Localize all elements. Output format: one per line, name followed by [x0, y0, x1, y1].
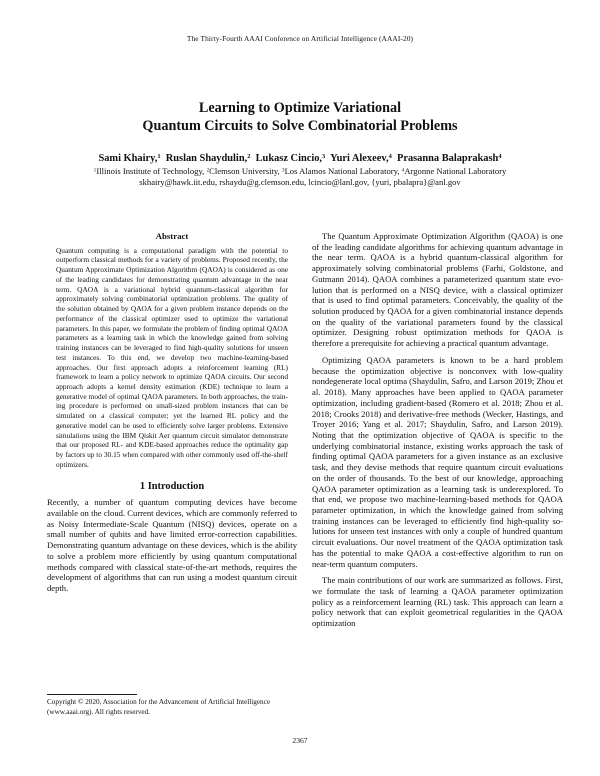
abstract-heading: Abstract	[155, 231, 189, 241]
author: Prasanna Balaprakash$^4$	[396, 153, 502, 164]
author: Yuri Alexeev,$^4$	[330, 153, 392, 164]
body-paragraph: The main contributions of our work are summarized as follows. First, we formulate the task of learning a QAOA parameter optimization policy as a reinforcement learning (RL) task. This approach can learn a policy network that can exploit geometrical regularities in the QAOA optimization	[312, 575, 563, 629]
section-heading-introduction: 1 Introduction	[139, 480, 205, 492]
author: Ruslan Shaydulin,$^2$	[165, 153, 251, 164]
author-list	[0, 153, 600, 164]
affiliations	[0, 166, 600, 187]
right-column	[312, 231, 563, 629]
abstract-text: Quantum computing is a computational paradigm with the potential to outperform classical methods for a variety of problems. Proposed recently, the Quantum Approximate Optimization Algorithm (QAOA) is considered as one of the leading candidates for demonstrating quantum advantage in the near term. QAOA is a variational hybrid quantum-classical algorithm for approximately solving combinatorial optimization problems. The quality of the solution obtained by QAOA for a given problem instance depends on the performance of the classical optimizer used to optimize the variational parameters. In this paper, we formulate the problem of finding optimal QAOA parameters as a learning task in which the knowledge gained from solving training instances can be leveraged to find high-quality solutions for unseen test instances. To this end, we develop two machine-learning-based approaches. Our first approach adopts a reinforcement learning (RL) framework to learn a policy network to optimize QAOA circuits. Our second approach adopts a kernel density estimation (KDE) technique to learn a generative model of optimal QAOA parameters. In both approaches, the training procedure is performed on small-sized problem instances that can be simulated on a classical computer; yet the learned RL policy and the generative model can be used to efficiently solve larger problems. Extensive simulations using the IBM Qiskit Aer quantum circuit simulator demonstrate that our proposed RL- and KDE-based approaches reduce the optimality gap by factors up to 30.15 when compared with other commonly used off-the-shelf optimizers.	[56, 245, 288, 469]
paper-title	[0, 100, 600, 135]
footnote-rule	[47, 694, 137, 695]
left-column	[47, 231, 297, 594]
body-paragraph: The Quantum Approximate Optimization Algorithm (QAOA) is one of the leading candidate algorithms for achieving quantum advantage in the near term. QAOA is a hybrid quantum-classical algorithm for approximately solving combinatorial problems (Farhi, Goldstone, and Gutmann 2014). QAOA combines a parameterized quantum state evolution that is performed on a NISQ device, with a classical optimizer that is used to find optimal parameters. Conceivably, the quality of the solution produced by QAOA for a given combinatorial instance depends on the quality of the variational parameters found by the classical optimizer. Designing robust optimization methods for QAOA is therefore a prerequisite for achieving a practical quantum advantage.	[312, 231, 563, 349]
title-line-1: Learning to Optimize Variational	[198, 100, 402, 116]
copyright-notice: Copyright © 2020, Association for the Advancement of Artificial Intelligence (www.aaai.org). All rights reserved.	[47, 698, 271, 716]
page-number: 2367	[292, 736, 308, 745]
author: Lukasz Cincio,$^3$	[255, 153, 326, 164]
introduction-paragraph: Recently, a number of quantum computing devices have become available on the cloud. Current devices, which are commonly referred to as Noisy Intermediate-Scale Quantum (NISQ) devices, operate on a small number of qubits and have limited error-correction capabilities. Demonstrating quantum advantage on these devices, which is the ability to solve a problem more efficiently by using quantum computational methods compared with classical state-of-the-art methods, requires the development of algorithms that can run using a modest quantum circuit depth.	[47, 497, 297, 594]
author: Sami Khairy,$^1$	[98, 153, 161, 164]
affiliation-line: $^1$Illinois Institute of Technology, $^2$Clemson University, $^3$Los Alamos National Laboratory, $^4$Argonne National Laboratory	[93, 166, 507, 176]
author-emails: skhairy@hawk.iit.edu, rshaydu@g.clemson.edu, lcincio@lanl.gov, {yuri, pbalapra}@anl.gov	[139, 176, 461, 187]
title-line-2: Quantum Circuits to Solve Combinatorial Problems	[142, 117, 458, 134]
conference-header: The Thirty-Fourth AAAI Conference on Artificial Intelligence (AAAI-20)	[186, 34, 414, 43]
body-paragraph: Optimizing QAOA parameters is known to be a hard problem because the optimization objective is nonconvex with low-quality nondegenerate local optima (Shaydulin, Safro, and Larson 2019; Zhou et al. 2018). Many approaches have been applied to QAOA parameter optimization, including gradient-based (Romero et al. 2018; Zhou et al. 2018; Crooks 2018) and derivative-free methods (Wecker, Hastings, and Troyer 2016; Yang et al. 2017; Shaydulin, Safro, and Larson 2019). Noting that the optimization objective of QAOA is specific to the underlying combinatorial instance, existing works approach the task of finding optimal QAOA parameters for a given instance as an exclusive task, and they devise methods that require quantum circuit evaluations on the order of thousands. To the best of our knowledge, approaching QAOA parameter optimization as a learning task is underexplored. To that end, we propose two machine-learning-based methods for QAOA parameter optimization, in which the knowledge gained from solving training instances can be leveraged to efficiently find high-quality solutions for unseen test instances with only a couple of hundred quantum circuit evaluations. Our novel treatment of the QAOA optimization task has the potential to make QAOA a cost-effective algorithm to run on near-term quantum computers.	[312, 354, 563, 569]
